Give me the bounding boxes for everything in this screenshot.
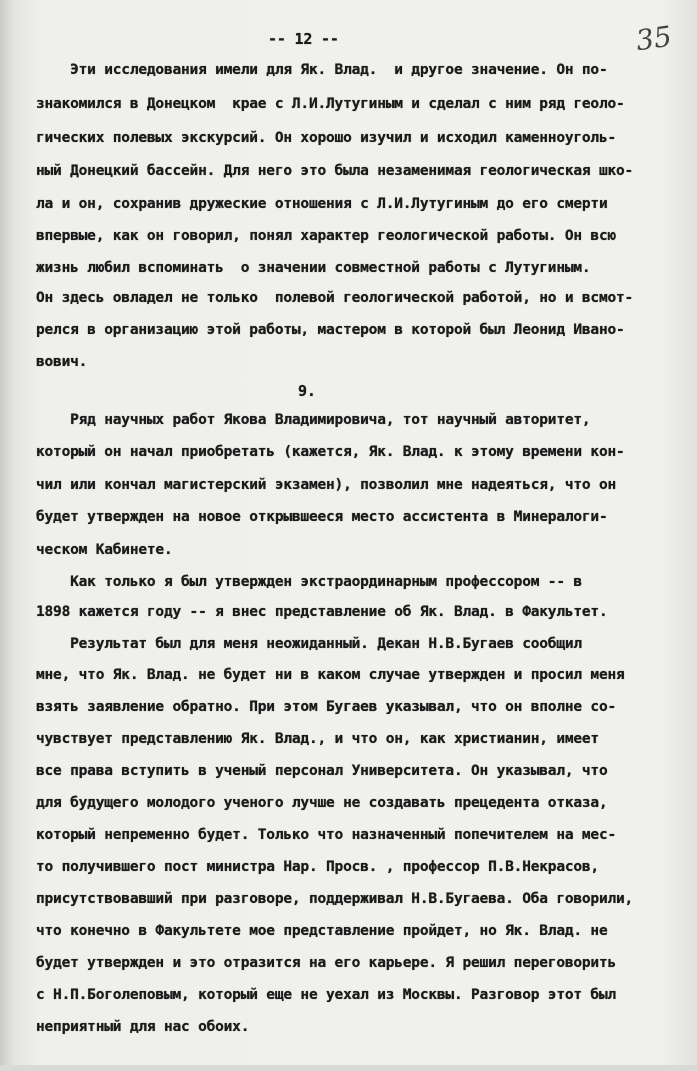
text-line: Ряд научных работ Якова Владимировича, тот научный авторитет,: [36, 412, 591, 428]
text-line: 1898 кажется году -- я внес представление об Як. Влад. в Факультет.: [36, 604, 608, 620]
text-line: неприятный для нас обоих.: [36, 1019, 250, 1035]
text-line: присутствовавший при разговоре, поддерживал Н.В.Бугаева. Оба говорили,: [36, 891, 634, 907]
text-line: чувствует представлению Як. Влад., и что он, как христианин, имеет: [36, 731, 599, 747]
text-line: который непременно будет. Только что назначенный попечителем на мес-: [36, 827, 617, 843]
text-line: ла и он, сохранив дружеские отношения с Л.И.Лутугиным до его смерти: [36, 196, 608, 212]
text-line: для будущего молодого ученого лучше не создавать прецедента отказа,: [36, 795, 608, 811]
text-line: все права вступить в ученый персонал Университета. Он указывал, что: [36, 763, 608, 779]
text-line: взять заявление обратно. При этом Бугаев указывал, что он вполне со-: [36, 699, 617, 715]
text-line: Эти исследования имели для Як. Влад. и другое значение. Он по-: [36, 62, 608, 78]
page-number-header: -- 12 --: [268, 30, 339, 48]
text-line: знакомился в Донецком крае с Л.И.Лутугиным и сделал с ним ряд геоло-: [36, 96, 625, 112]
text-line: будет утвержден на новое открывшееся место ассистента в Минералоги-: [36, 509, 608, 525]
page-bottom-edge: [0, 1065, 697, 1071]
text-line: вович.: [36, 354, 88, 370]
handwritten-folio-number: 35: [633, 19, 674, 58]
text-line: ческом Кабинете.: [36, 542, 173, 558]
text-line: то получившего пост министра Нар. Просв. , профессор П.В.Некрасов,: [36, 859, 599, 875]
text-line: Он здесь овладел не только полевой геологической работой, но и всмот-: [36, 290, 634, 306]
text-line: будет утвержден и это отразится на его карьере. Я решил переговорить: [36, 955, 617, 971]
text-line: гических полевых экскурсий. Он хорошо изучил и исходил каменноуголь-: [36, 130, 617, 146]
text-line: с Н.П.Боголеповым, который еще не уехал из Москвы. Разговор этот был: [36, 987, 617, 1003]
text-line: жизнь любил вспоминать о значении совместной работы с Лутугиным.: [36, 260, 591, 276]
text-line: который он начал приобретать (кажется, Як. Влад. к этому времени кон-: [36, 444, 625, 460]
text-line: ный Донецкий бассейн. Для него это была незаменимая геологическая шко-: [36, 163, 634, 179]
text-line: что конечно в Факультете мое представление пройдет, но Як. Влад. не: [36, 923, 608, 939]
text-line: впервые, как он говорил, понял характер геологической работы. Он всю: [36, 228, 617, 244]
section-number: 9.: [298, 382, 316, 400]
text-line: Как только я был утвержден экстраординарным профессором -- в: [36, 574, 582, 590]
text-line: релся в организацию этой работы, мастером в которой был Леонид Ивано-: [36, 322, 625, 338]
text-line: Результат был для меня неожиданный. Декан Н.В.Бугаев сообщил: [36, 636, 582, 652]
text-line: мне, что Як. Влад. не будет ни в каком случае утвержден и просил меня: [36, 667, 625, 683]
text-line: чил или кончал магистерский экзамен), позволил мне надеяться, что он: [36, 477, 617, 493]
